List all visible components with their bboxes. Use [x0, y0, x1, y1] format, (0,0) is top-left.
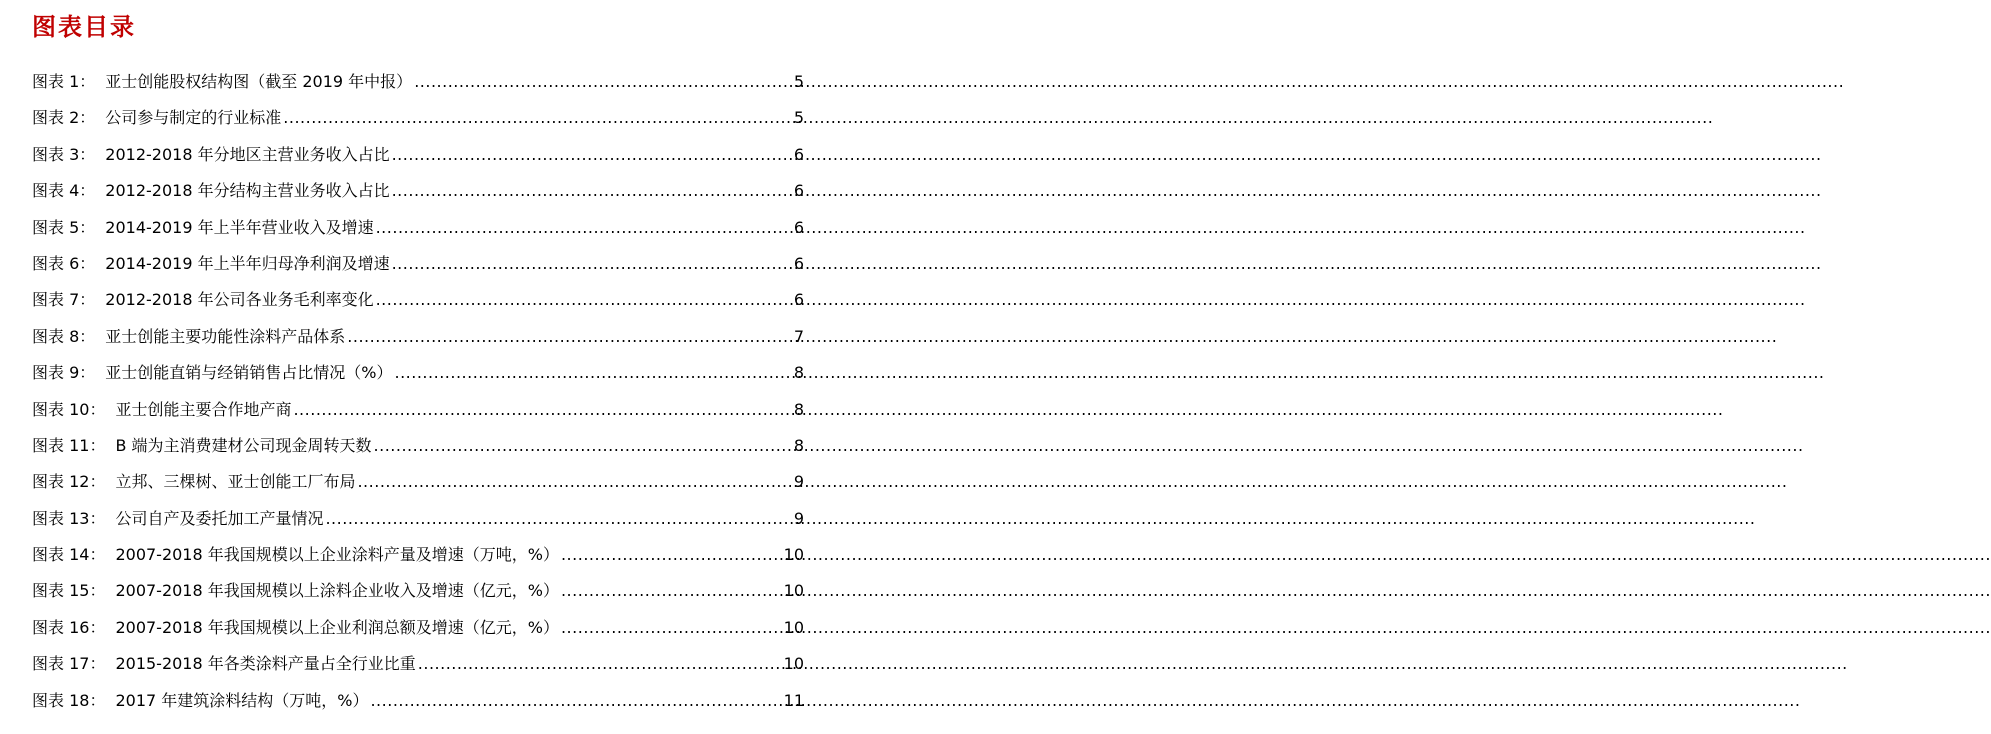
dot-leader	[283, 100, 792, 136]
figure-title: 2017 年建筑涂料结构（万吨，%）	[115, 690, 369, 710]
figure-number: 图表 7：	[32, 290, 96, 310]
figure-title: 2012-2018 年分地区主营业务收入占比	[105, 144, 390, 164]
figure-title: 亚士创能主要功能性涂料产品体系	[105, 326, 346, 346]
figure-number: 图表 14：	[32, 545, 106, 565]
toc-entry[interactable]	[32, 610, 804, 646]
figure-number: 图表 10：	[32, 399, 106, 419]
figure-title: 2014-2019 年上半年归母净利润及增速	[105, 253, 390, 273]
dot-leader	[418, 646, 782, 682]
page-number: 10	[783, 654, 804, 674]
page-number: 8	[793, 363, 804, 383]
dot-leader	[561, 610, 782, 646]
dot-leader	[347, 319, 792, 355]
figure-number: 图表 17：	[32, 654, 106, 674]
toc-entry[interactable]	[32, 464, 804, 500]
dot-leader	[392, 246, 792, 282]
figure-title: 公司参与制定的行业标准	[105, 108, 282, 128]
figure-number: 图表 6：	[32, 253, 96, 273]
page-number: 10	[783, 545, 804, 565]
figure-number: 图表 1：	[32, 72, 96, 91]
page-number: 6	[793, 144, 804, 164]
figure-number: 图表 3：	[32, 144, 96, 164]
figure-number: 图表 11：	[32, 435, 106, 455]
figure-title: 公司自产及委托加工产量情况	[115, 508, 324, 528]
toc-entry[interactable]	[32, 319, 804, 355]
toc-entry[interactable]	[32, 646, 804, 682]
dot-leader	[376, 282, 792, 318]
dot-leader	[392, 137, 792, 173]
page-number: 5	[793, 108, 804, 128]
figure-title: 2007-2018 年我国规模以上涂料企业收入及增速（亿元，%）	[115, 581, 559, 601]
dot-leader	[395, 355, 792, 391]
toc-entry[interactable]	[32, 537, 804, 573]
dot-leader	[370, 683, 781, 719]
figure-number: 图表 4：	[32, 181, 96, 201]
page-number: 6	[793, 217, 804, 237]
toc-entry[interactable]	[32, 501, 804, 537]
page-number: 8	[793, 399, 804, 419]
figure-number: 图表 16：	[32, 617, 106, 637]
toc-entry[interactable]	[32, 173, 804, 209]
figure-title: 2012-2018 年分结构主营业务收入占比	[105, 181, 390, 201]
dot-leader	[376, 210, 792, 246]
figure-title: 2007-2018 年我国规模以上企业利润总额及增速（亿元，%）	[115, 617, 559, 637]
toc-entry[interactable]	[32, 246, 804, 282]
toc-entry[interactable]	[32, 392, 804, 428]
figure-number: 图表 13：	[32, 508, 106, 528]
toc-entry[interactable]	[32, 100, 804, 136]
page-number: 9	[793, 508, 804, 528]
dot-leader	[293, 392, 791, 428]
page-number: 5	[793, 72, 804, 91]
figure-number: 图表 9：	[32, 363, 96, 383]
figure-title: 2015-2018 年各类涂料产量占全行业比重	[115, 654, 416, 674]
figure-number: 图表 2：	[32, 108, 96, 128]
dot-leader	[392, 173, 792, 209]
page-number: 10	[783, 581, 804, 601]
figure-number: 图表 18：	[32, 690, 106, 710]
page-number: 6	[793, 290, 804, 310]
toc-entry[interactable]	[32, 210, 804, 246]
figure-number: 图表 15：	[32, 581, 106, 601]
page-number: 6	[793, 181, 804, 201]
figure-number: 图表 5：	[32, 217, 96, 237]
figure-title: 亚士创能股权结构图（截至 2019 年中报）	[105, 72, 413, 91]
dot-leader	[325, 501, 791, 537]
figure-title: B 端为主消费建材公司现金周转天数	[115, 435, 372, 455]
toc-entry[interactable]	[32, 64, 804, 100]
figure-title: 亚士创能主要合作地产商	[115, 399, 292, 419]
dot-leader	[374, 428, 792, 464]
figure-list	[32, 64, 804, 719]
dot-leader	[561, 573, 782, 609]
toc-entry[interactable]	[32, 355, 804, 391]
figure-title: 立邦、三棵树、亚士创能工厂布局	[115, 472, 356, 492]
dot-leader	[357, 464, 791, 500]
figure-title: 2007-2018 年我国规模以上企业涂料产量及增速（万吨，%）	[115, 545, 559, 565]
figure-number: 图表 12：	[32, 472, 106, 492]
page-number: 7	[793, 326, 804, 346]
toc-entry[interactable]	[32, 573, 804, 609]
toc-entry[interactable]	[32, 683, 804, 719]
page-number: 9	[793, 472, 804, 492]
page-title: 图表目录	[32, 13, 136, 41]
figure-title: 亚士创能直销与经销销售占比情况（%）	[105, 363, 393, 383]
toc-entry[interactable]	[32, 137, 804, 173]
toc-entry[interactable]	[32, 428, 804, 464]
page-number: 6	[793, 253, 804, 273]
toc-entry[interactable]	[32, 282, 804, 318]
page-number: 11	[783, 690, 804, 710]
dot-leader	[561, 537, 782, 573]
dot-leader	[414, 64, 792, 100]
figure-number: 图表 8：	[32, 326, 96, 346]
page-number: 10	[783, 617, 804, 637]
page-number: 8	[793, 435, 804, 455]
figure-title: 2012-2018 年公司各业务毛利率变化	[105, 290, 374, 310]
figure-title: 2014-2019 年上半年营业收入及增速	[105, 217, 374, 237]
